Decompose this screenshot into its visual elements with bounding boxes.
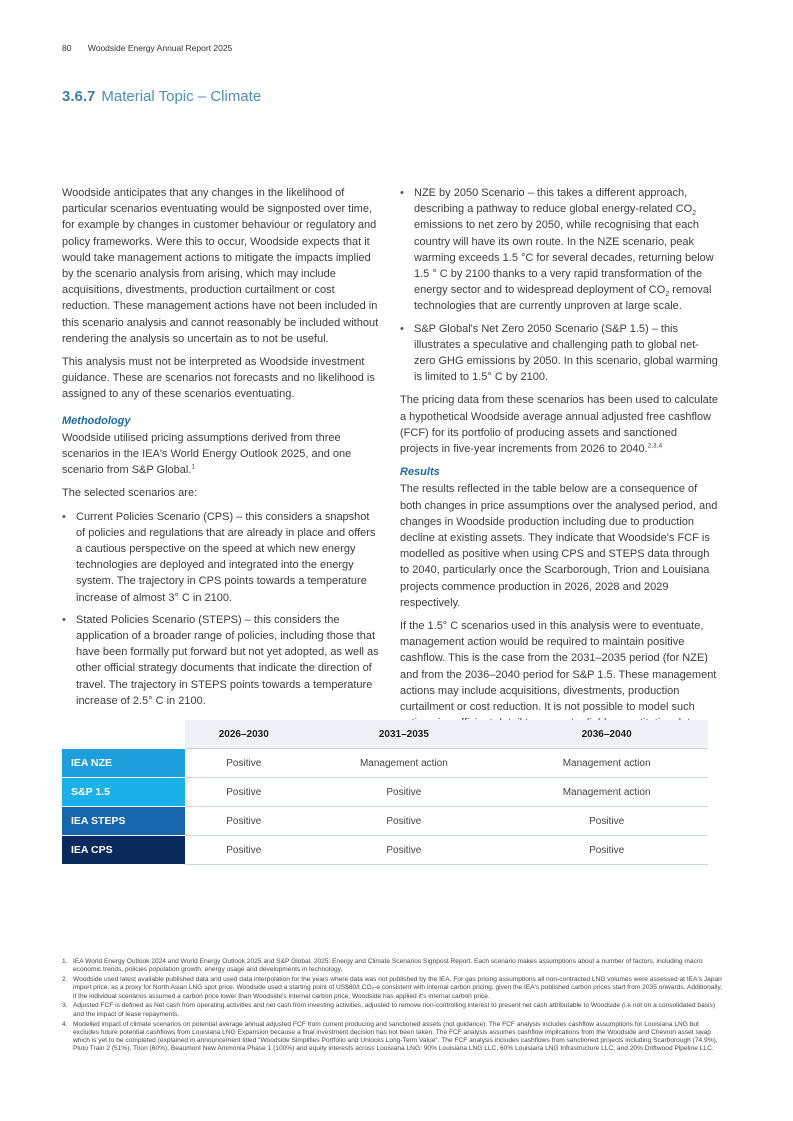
table-cell: Positive: [185, 749, 302, 778]
methodology-heading: Methodology: [62, 414, 131, 427]
footnote: [62, 1021, 726, 1054]
right-column: [400, 185, 718, 739]
table-row: [62, 749, 708, 778]
table-corner: [62, 720, 185, 749]
results-paragraph-1: The results reflected in the table below are a consequence of both changes in price assumptions over the analysed period, and changes in Woodside production including due to production decline at existing assets. They indicate that Woodside's FCF is modelled as positive when using CPS and STEPS data through to 2040, particularly once the Scarborough, Trion and Louisiana projects commence production in 2026, 2028 and 2029 respectively.: [400, 483, 718, 609]
table-cell: Positive: [302, 778, 505, 807]
results-paragraph-2: If the 1.5° C scenarios used in this analysis were to eventuate, management action would be required to maintain positive cashflow. This is the case from the 2031–2035 period (for NZE) and from the 2036–2040 period for S&P 1.5. These management actions may include acquisitions, divestments, production curtailment or cost reduction. It is not possible to model such: [400, 620, 717, 714]
subscript: 2: [665, 291, 670, 299]
footnote-ref: 2,3,4: [647, 442, 663, 450]
footnote: [62, 1002, 726, 1019]
nze-text-2: emissions to net zero by 2050, while recognising that each country will have its own route. In the NZE scenario, peak warming exceeds 1.5 °C for several decades, returning below 1.5 ° C by 2100 thanks to a very rapid transformation of the energy sector and to widespread deployment of CO: [414, 219, 714, 297]
footnote-text: Woodside used latest available published data and used data interpolation for the years where data was not published by the IEA. For gas pricing assumptions all non-contracted LNG volumes were assessed at IEA's Japan import price, as a proxy for North Asian LNG spot price. Woodside used a starting point of US$80/t CO₂-e consistent with internal carbon pricing, given the IEA's published carbon prices start from 2035 onwards. Additionally, if the individual scenarios assumed a carbon price lower than Woodside's internal carbon price, Woodside has applied it's internal carbon price.: [73, 976, 722, 1000]
scenario-list: [62, 509, 380, 709]
footnote-text: Adjusted FCF is defined as Net cash from operating activities and net cash from investing activities, adjusted to remove non-controlling interest to present net cash attributable to Woodside (i.e not on a consolidated basis) and the impact of lease repayments.: [73, 1002, 716, 1018]
list-item: • S&P Global's Net Zero 2050 Scenario (S&P 1.5) – this illustrates a speculative and challenging path to global net-zero GHG emissions by 2050. In this scenario, global warming is limited to 1.5° C by 2100.: [400, 321, 718, 386]
column-header: 2026–2030: [185, 720, 302, 749]
table-cell: Positive: [185, 836, 302, 865]
footnote-text: Modelled impact of climate scenarios on potential average annual adjusted FCF from current producing and sanctioned assets (not guidance). The FCF analysis includes cashflow assumptions for Louisiana LNG but excludes future potential cashflows from Louisiana LNG Expansion because a final investment decision has not been taken. The FCF analysis assumes cashflow implications from the Woodside and Chevron asset swap which is yet to be completed (explained in announcement titled "Woodside Simplifies Portfolio and Unlocks Long-Term Value". The FCF analysis includes cashflows from sanctioned projects including Scarborough (74.9%), Pluto Train 2 (51%), Trion (60%), Beaumont New Ammonia Phase 1 (100%) and equity interests across Louisiana LNG: 90% Louisiana LNG LLC, 60% Louisiana LNG Infrastructure LLC, and 20% Driftwood Pipeline LLC.: [73, 1020, 718, 1053]
nze-text-1: NZE by 2050 Scenario – this takes a different approach, describing a pathway to reduce global energy-related CO: [414, 187, 693, 216]
table-cell: Positive: [505, 836, 708, 865]
row-label: S&P 1.5: [62, 778, 185, 807]
footnote-ref: 1: [191, 463, 196, 471]
column-header: 2036–2040: [505, 720, 708, 749]
guidance-disclaimer: This analysis must not be interpreted as Woodside investment guidance. These are scenarios not forecasts and no likelihood is assigned to any of these scenarios eventuating.: [62, 356, 375, 401]
footnote-number: 1.: [62, 958, 68, 965]
footnote-number: 4.: [62, 1020, 68, 1028]
report-title: Woodside Energy Annual Report 2025: [87, 43, 233, 53]
list-item: • Current Policies Scenario (CPS) – this considers a snapshot of policies and regulations that are already in place and offers a cautious perspective on the speed at which new energy technologies are deployed and integrated into the energy system. The trajectory in CPS points towards a temperature increase of almost 3° C in 2100.: [62, 509, 380, 606]
scenario-list-continued: [400, 185, 718, 385]
methodology-text: Woodside utilised pricing assumptions derived from three scenarios in the IEA's World Energy Outlook 2025, and one scenario from S&P Global.: [62, 431, 352, 477]
row-label: IEA STEPS: [62, 807, 185, 836]
table-header-row: [62, 720, 708, 749]
footnote-text: IEA World Energy Outlook 2024 and World Energy Outlook 2025 and S&P Global, 2025: Energy and Climate Scenarios Signpost Report. Each scenario makes assumptions about a number of factors, including macro economic trends, policies population growth, energy usage and developments in technology.: [73, 958, 703, 974]
table-cell: Management action: [302, 749, 505, 778]
subscript: 2: [692, 210, 697, 218]
page-header: [62, 43, 232, 53]
selected-scenarios-intro: The selected scenarios are:: [62, 487, 198, 500]
footnote-number: 2.: [62, 976, 68, 984]
pricing-paragraph: [400, 392, 718, 457]
table-row: [62, 778, 708, 807]
table-cell: Positive: [302, 807, 505, 836]
page-number: 80: [62, 43, 72, 53]
footnote: [62, 976, 726, 1001]
row-label: IEA CPS: [62, 836, 185, 865]
footnote: [62, 958, 726, 975]
list-item: • Stated Policies Scenario (STEPS) – this considers the application of a broader range of policies, including those that have been formally put forward but not yet adopted, as well as other official strategy documents that indicate the direction of travel. The trajectory in STEPS points towards a temperature increase of 2.5° C in 2100.: [62, 612, 380, 709]
section-heading: Material Topic – Climate: [101, 88, 262, 105]
row-label: IEA NZE: [62, 749, 185, 778]
footnotes: [62, 958, 726, 1055]
pricing-text: The pricing data from these scenarios has been used to calculate a hypothetical Woodside average annual adjusted free cashflow (FCF) for its portfolio of producing assets and sanctioned projects in five-year increments from 2026 to 2040.: [400, 394, 718, 456]
scenario-results-table: [62, 720, 708, 865]
list-item: [400, 185, 718, 315]
table-cell: Positive: [302, 836, 505, 865]
section-number: 3.6.7: [62, 88, 96, 105]
table-cell: Positive: [505, 807, 708, 836]
section-title: [62, 88, 261, 105]
intro-paragraph: Woodside anticipates that any changes in the likelihood of particular scenarios eventuating would be signposted over time, for example by changes in customer behaviour or regulatory and policy frameworks. Were this to occur, Woodside expects that it would take management actions to mitigate the impacts implied by the scenario analysis from arising, which may include acquisitions, divestments, production curtailment or cost reduction. These management actions have not been included in this scenario analysis and cannot reasonably be included without rendering the analysis so uncertain as to not be useful.: [62, 187, 379, 345]
nze-text-3: removal technologies that are currently unproven at large scale.: [414, 284, 712, 313]
table-cell: Positive: [185, 778, 302, 807]
table-cell: Management action: [505, 749, 708, 778]
table-cell: Management action: [505, 778, 708, 807]
left-column: [62, 185, 380, 716]
table-row: [62, 807, 708, 836]
footnote-number: 3.: [62, 1002, 68, 1010]
results-heading: Results: [400, 466, 440, 479]
table-row: [62, 836, 708, 865]
table-cell: Positive: [185, 807, 302, 836]
column-header: 2031–2035: [302, 720, 505, 749]
methodology-paragraph: [62, 430, 380, 479]
